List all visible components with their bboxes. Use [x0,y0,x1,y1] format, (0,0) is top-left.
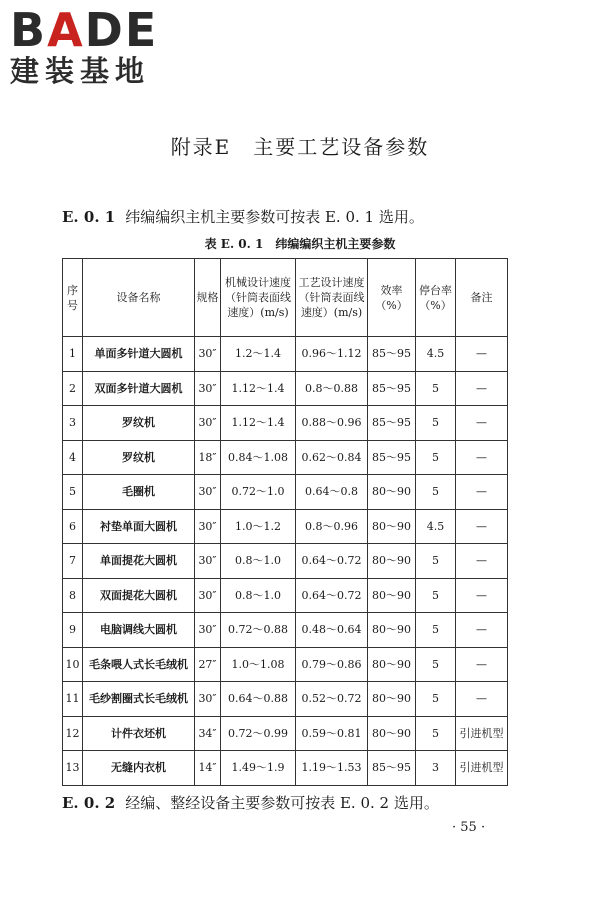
table-cell: 5 [416,578,456,613]
device-name-cell: 单面多针道大圆机 [83,337,195,372]
table-cell: 0.72～0.99 [221,716,296,751]
table-cell: 1.2～1.4 [221,337,296,372]
table-cell: 7 [63,544,83,579]
table-cell: — [456,578,508,613]
table-cell: 85～95 [368,751,416,786]
device-name-cell: 单面提花大圆机 [83,544,195,579]
table-cell: 30″ [195,337,221,372]
table-cell: 3 [416,751,456,786]
table-cell: 80～90 [368,716,416,751]
section-e01-number: E. 0. 1 [62,208,116,226]
table-cell: 80～90 [368,578,416,613]
device-name-cell: 罗纹机 [83,440,195,475]
table-cell: 80～90 [368,647,416,682]
table-cell: 30″ [195,475,221,510]
device-name-cell: 无缝内衣机 [83,751,195,786]
table-row [63,337,508,372]
table-cell: 1.0～1.2 [221,509,296,544]
column-header: 规格 [195,259,221,337]
table-cell: 4 [63,440,83,475]
table-cell: — [456,613,508,648]
logo-wordmark [10,3,180,57]
table-cell: 0.8～1.0 [221,578,296,613]
table-cell: 0.96～1.12 [296,337,368,372]
table-cell: 0.84～1.08 [221,440,296,475]
table-cell: 8 [63,578,83,613]
table-cell: 0.8～1.0 [221,544,296,579]
section-e01 [62,206,424,227]
table-cell: 1.12～1.4 [221,371,296,406]
table-cell: 1.49～1.9 [221,751,296,786]
table-cell: 1 [63,337,83,372]
table-cell: 1.12～1.4 [221,406,296,441]
table-cell: 5 [416,406,456,441]
logo-subtitle: 建装基地 [10,54,151,88]
table-cell: 0.48～0.64 [296,613,368,648]
table-cell: — [456,682,508,717]
table-cell: 85～95 [368,440,416,475]
page-number: · 55 · [452,820,486,835]
table-cell: 80～90 [368,682,416,717]
table-row [63,406,508,441]
table-cell: 12 [63,716,83,751]
device-name-cell: 毛条喂人式长毛绒机 [83,647,195,682]
device-name-cell: 计件衣坯机 [83,716,195,751]
table-cell: 30″ [195,682,221,717]
table-cell: — [456,406,508,441]
parameter-table [62,258,508,786]
table-cell: — [456,544,508,579]
table-cell: 0.52～0.72 [296,682,368,717]
table-header [63,259,508,337]
table-cell: 5 [416,613,456,648]
table-cell: 0.64～0.72 [296,544,368,579]
table-row [63,440,508,475]
table-cell: 34″ [195,716,221,751]
table-cell: — [456,647,508,682]
logo [10,3,180,88]
table-cell: — [456,371,508,406]
table-row [63,475,508,510]
table-cell: 30″ [195,613,221,648]
table-row [63,544,508,579]
table-cell: 5 [416,440,456,475]
logo-letter-a: A [47,3,85,57]
table-cell: 30″ [195,578,221,613]
table-row [63,613,508,648]
appendix-title: 附录E 主要工艺设备参数 [170,135,430,159]
table-cell: 85～95 [368,337,416,372]
table-cell: 0.8～0.96 [296,509,368,544]
table-row [63,682,508,717]
section-e01-text: 纬编编织主机主要参数可按表 E. 0. 1 选用。 [125,208,424,226]
table-cell: 0.59～0.81 [296,716,368,751]
column-header: 效率（%） [368,259,416,337]
table-cell: 5 [416,682,456,717]
table-cell: — [456,475,508,510]
column-header: 设备名称 [83,259,195,337]
table-cell: — [456,440,508,475]
table-cell: 18″ [195,440,221,475]
device-name-cell: 双面提花大圆机 [83,578,195,613]
table-body [63,337,508,786]
table-cell: 引进机型 [456,751,508,786]
table-cell: 80～90 [368,544,416,579]
table-cell: 0.72～0.88 [221,613,296,648]
table-cell: 30″ [195,406,221,441]
table-cell: 30″ [195,544,221,579]
logo-letters-de: DE [84,3,159,57]
column-header: 机械设计速度（针筒表面线速度）(m/s) [221,259,296,337]
column-header: 停台率（%） [416,259,456,337]
table-cell: 80～90 [368,613,416,648]
table-cell: 0.88～0.96 [296,406,368,441]
table-row [63,716,508,751]
table-cell: 80～90 [368,509,416,544]
table-cell: 引进机型 [456,716,508,751]
table-cell: 10 [63,647,83,682]
device-name-cell: 毛圈机 [83,475,195,510]
column-header: 备注 [456,259,508,337]
table-cell: 5 [416,544,456,579]
table-header-row [63,259,508,337]
table-cell: 5 [416,716,456,751]
table-cell: 80～90 [368,475,416,510]
table-cell: — [456,337,508,372]
table-cell: 5 [416,475,456,510]
table-row [63,509,508,544]
table-cell: 1.0～1.08 [221,647,296,682]
table-cell: 0.72～1.0 [221,475,296,510]
table-cell: 6 [63,509,83,544]
column-header: 工艺设计速度（针筒表面线速度）(m/s) [296,259,368,337]
table-cell: 0.64～0.88 [221,682,296,717]
table-cell: 85～95 [368,371,416,406]
table-cell: 0.64～0.72 [296,578,368,613]
table-cell: 30″ [195,371,221,406]
table-cell: 0.8～0.88 [296,371,368,406]
section-e02 [62,792,439,813]
table-row [63,578,508,613]
table-cell: 30″ [195,509,221,544]
table-cell: 0.64～0.8 [296,475,368,510]
table-cell: 1.19～1.53 [296,751,368,786]
device-name-cell: 衬垫单面大圆机 [83,509,195,544]
device-name-cell: 双面多针道大圆机 [83,371,195,406]
table-cell: 11 [63,682,83,717]
table-cell: 0.79～0.86 [296,647,368,682]
table-cell: 3 [63,406,83,441]
table-cell: 13 [63,751,83,786]
device-name-cell: 电脑调线大圆机 [83,613,195,648]
table-row [63,647,508,682]
section-e02-text: 经编、整经设备主要参数可按表 E. 0. 2 选用。 [125,794,439,812]
table-cell: 5 [63,475,83,510]
table-caption: 表 E. 0. 1 纬编编织主机主要参数 [204,237,396,251]
device-name-cell: 毛纱割圈式长毛绒机 [83,682,195,717]
table-row [63,751,508,786]
table-cell: — [456,509,508,544]
table-cell: 4.5 [416,509,456,544]
device-name-cell: 罗纹机 [83,406,195,441]
table-cell: 9 [63,613,83,648]
table-cell: 14″ [195,751,221,786]
table-cell: 27″ [195,647,221,682]
table-cell: 0.62～0.84 [296,440,368,475]
column-header: 序号 [63,259,83,337]
table-cell: 5 [416,371,456,406]
logo-letter-b: B [10,3,48,57]
table-cell: 5 [416,647,456,682]
table-cell: 2 [63,371,83,406]
table-cell: 4.5 [416,337,456,372]
table-row [63,371,508,406]
section-e02-number: E. 0. 2 [62,794,116,812]
table-cell: 85～95 [368,406,416,441]
